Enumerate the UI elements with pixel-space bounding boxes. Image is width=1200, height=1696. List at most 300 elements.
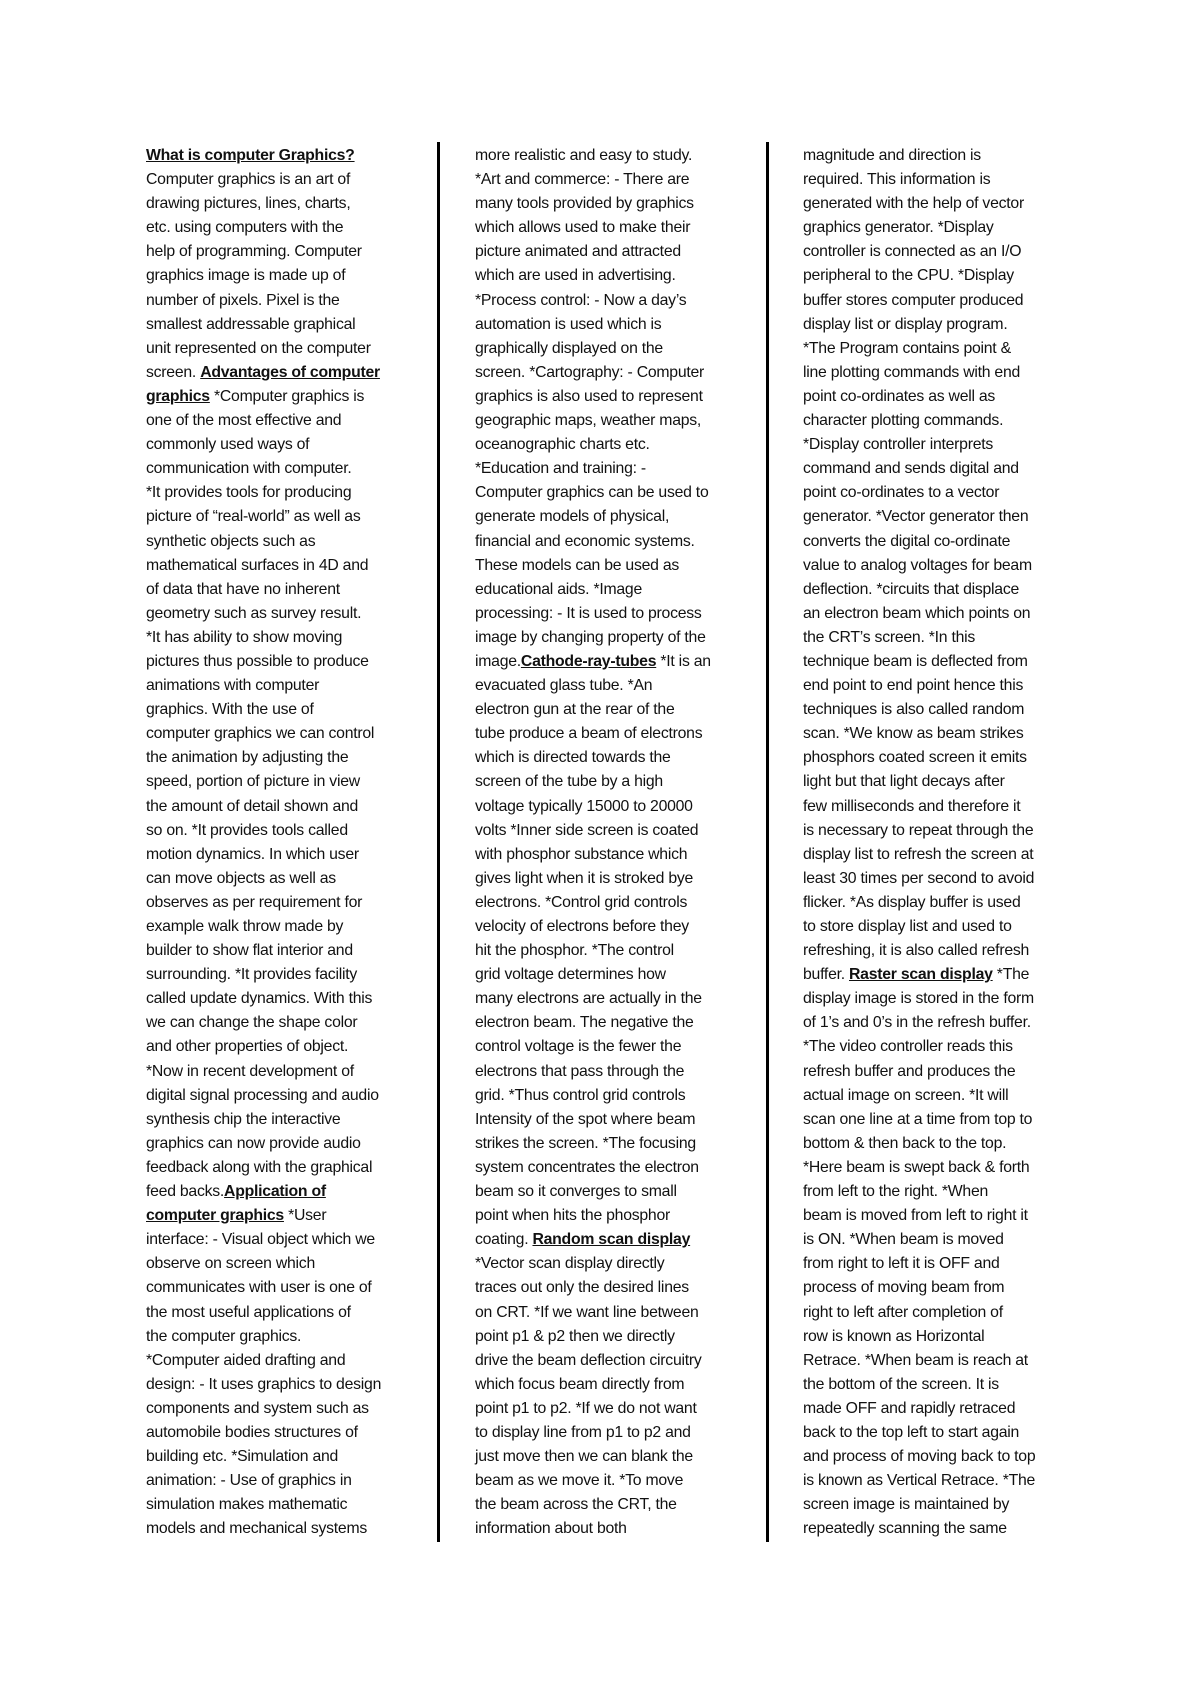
body-text: example walk throw made by bbox=[146, 918, 344, 935]
text-line bbox=[146, 361, 416, 385]
body-text: communicates with user is one of bbox=[146, 1279, 372, 1297]
body-text: image by changing property of the bbox=[475, 628, 706, 646]
text-line bbox=[146, 1060, 416, 1084]
text-line bbox=[475, 1132, 745, 1156]
text-line bbox=[803, 240, 1073, 264]
body-text: observe on screen which bbox=[146, 1255, 315, 1273]
body-text: beam so it converges to small bbox=[475, 1183, 677, 1201]
text-line bbox=[146, 1108, 416, 1132]
body-text: screen. *Cartography: - Computer bbox=[475, 363, 705, 381]
body-text: simulation makes mathematic bbox=[146, 1496, 348, 1514]
body-text: screen image is maintained by bbox=[803, 1496, 1010, 1514]
body-text: techniques is also called random bbox=[803, 701, 1025, 719]
body-text: Computer graphics is an art of bbox=[146, 171, 351, 189]
body-text: graphics generator. *Display bbox=[803, 219, 994, 237]
text-line bbox=[146, 1373, 416, 1397]
text-line bbox=[146, 409, 416, 433]
text-line bbox=[146, 819, 416, 843]
body-text: image. bbox=[475, 652, 521, 670]
text-line bbox=[146, 1445, 416, 1469]
body-text: motion dynamics. In which user bbox=[146, 845, 359, 863]
text-line bbox=[146, 385, 416, 409]
body-text: right to left after completion of bbox=[803, 1303, 1003, 1321]
body-text: help of programming. Computer bbox=[146, 243, 362, 261]
text-line bbox=[803, 409, 1073, 433]
body-text: pictures thus possible to produce bbox=[146, 652, 369, 670]
body-text: which allows used to make their bbox=[475, 219, 691, 237]
body-text: bottom & then back to the top. bbox=[803, 1134, 1007, 1152]
body-text: is ON. *When beam is moved bbox=[803, 1231, 1004, 1249]
text-line bbox=[803, 722, 1073, 746]
text-line bbox=[475, 457, 745, 481]
text-line bbox=[803, 264, 1073, 288]
text-line bbox=[146, 1421, 416, 1445]
text-line bbox=[146, 337, 416, 361]
text-line bbox=[475, 1252, 745, 1276]
body-text: display list or display program. bbox=[803, 315, 1008, 333]
body-text: electrons that pass through the bbox=[475, 1062, 685, 1080]
text-line bbox=[146, 481, 416, 505]
body-text: *Here beam is swept back & forth bbox=[803, 1158, 1030, 1176]
body-text: refresh buffer and produces the bbox=[803, 1062, 1016, 1080]
body-text: buffer. bbox=[803, 966, 850, 984]
body-text: many tools provided by graphics bbox=[475, 195, 694, 213]
text-line bbox=[146, 602, 416, 626]
text-line bbox=[803, 915, 1073, 939]
body-text: *User bbox=[283, 1207, 327, 1225]
text-line bbox=[803, 1108, 1073, 1132]
body-text: feedback along with the graphical bbox=[146, 1158, 373, 1176]
body-text: on CRT. *If we want line between bbox=[475, 1303, 699, 1321]
text-line bbox=[146, 795, 416, 819]
text-line bbox=[475, 746, 745, 770]
text-line bbox=[803, 626, 1073, 650]
body-text: point co-ordinates as well as bbox=[803, 387, 996, 405]
body-text: and process of moving back to top bbox=[803, 1448, 1036, 1466]
section-heading: Application of bbox=[224, 1183, 326, 1201]
body-text: graphics. With the use of bbox=[146, 701, 314, 719]
text-line bbox=[146, 987, 416, 1011]
text-line bbox=[146, 1011, 416, 1035]
body-text: the computer graphics. bbox=[146, 1327, 302, 1345]
body-text: computer graphics we can control bbox=[146, 725, 375, 743]
text-line bbox=[803, 1132, 1073, 1156]
body-text: Intensity of the spot where beam bbox=[475, 1110, 696, 1128]
text-line bbox=[803, 1180, 1073, 1204]
body-text: character plotting commands. bbox=[803, 412, 1004, 430]
body-text: required. This information is bbox=[803, 171, 991, 189]
body-text: scan one line at a time from top to bbox=[803, 1110, 1033, 1128]
text-line bbox=[803, 168, 1073, 192]
text-line bbox=[475, 722, 745, 746]
text-line bbox=[475, 1035, 745, 1059]
text-line bbox=[475, 409, 745, 433]
body-text: animations with computer bbox=[146, 677, 320, 695]
text-line bbox=[475, 1228, 745, 1252]
body-text: an electron beam which points on bbox=[803, 604, 1031, 622]
text-line bbox=[803, 1517, 1073, 1541]
text-line bbox=[803, 698, 1073, 722]
body-text: display image is stored in the form bbox=[803, 990, 1034, 1008]
text-line bbox=[803, 1349, 1073, 1373]
body-text: from left to the right. *When bbox=[803, 1183, 989, 1201]
text-line bbox=[803, 843, 1073, 867]
text-line bbox=[803, 505, 1073, 529]
body-text: *The video controller reads this bbox=[803, 1038, 1013, 1056]
body-text: digital signal processing and audio bbox=[146, 1086, 379, 1104]
section-heading: graphics bbox=[146, 387, 210, 405]
body-text: *It has ability to show moving bbox=[146, 628, 343, 646]
text-line bbox=[146, 1469, 416, 1493]
body-text: number of pixels. Pixel is the bbox=[146, 291, 340, 309]
text-line bbox=[803, 1228, 1073, 1252]
body-text: screen of the tube by a high bbox=[475, 773, 663, 791]
section-heading: Random scan display bbox=[532, 1231, 691, 1249]
text-line bbox=[803, 1060, 1073, 1084]
body-text: process of moving beam from bbox=[803, 1279, 1005, 1297]
body-text: communication with computer. bbox=[146, 460, 352, 478]
text-line bbox=[803, 795, 1073, 819]
text-line bbox=[803, 144, 1073, 168]
text-line bbox=[803, 602, 1073, 626]
text-line bbox=[146, 674, 416, 698]
text-line bbox=[475, 264, 745, 288]
text-line bbox=[146, 722, 416, 746]
text-line bbox=[146, 192, 416, 216]
body-text: traces out only the desired lines bbox=[475, 1279, 689, 1297]
body-text: flicker. *As display buffer is used bbox=[803, 893, 1021, 911]
text-line bbox=[146, 963, 416, 987]
body-text: oceanographic charts etc. bbox=[475, 436, 650, 454]
text-line bbox=[146, 1301, 416, 1325]
body-text: These models can be used as bbox=[475, 556, 680, 574]
body-text: just move then we can blank the bbox=[475, 1448, 693, 1466]
text-line bbox=[475, 505, 745, 529]
body-text: control voltage is the fewer the bbox=[475, 1038, 682, 1056]
text-line bbox=[475, 1493, 745, 1517]
text-line bbox=[146, 867, 416, 891]
text-line bbox=[146, 698, 416, 722]
body-text: the beam across the CRT, the bbox=[475, 1496, 677, 1514]
body-text: electron gun at the rear of the bbox=[475, 701, 675, 719]
text-line bbox=[803, 891, 1073, 915]
column-divider bbox=[437, 142, 440, 1542]
body-text: can move objects as well as bbox=[146, 869, 336, 887]
body-text: generated with the help of vector bbox=[803, 195, 1024, 213]
body-text: *Display controller interprets bbox=[803, 436, 994, 454]
body-text: and other properties of object. bbox=[146, 1038, 349, 1056]
text-line bbox=[475, 1349, 745, 1373]
text-line bbox=[475, 795, 745, 819]
body-text: refreshing, it is also called refresh bbox=[803, 942, 1030, 960]
section-heading: What is computer Graphics? bbox=[146, 147, 355, 164]
body-text: *Process control: - Now a day’s bbox=[475, 291, 687, 309]
body-text: *The bbox=[992, 966, 1030, 984]
body-text: *Now in recent development of bbox=[146, 1062, 354, 1080]
text-line bbox=[475, 1517, 745, 1541]
text-line bbox=[803, 1325, 1073, 1349]
text-line bbox=[803, 770, 1073, 794]
text-line bbox=[475, 578, 745, 602]
text-line bbox=[803, 867, 1073, 891]
body-text: beam as we move it. *To move bbox=[475, 1472, 684, 1490]
text-line bbox=[475, 1445, 745, 1469]
text-line bbox=[803, 939, 1073, 963]
text-line bbox=[475, 674, 745, 698]
text-line bbox=[146, 1493, 416, 1517]
body-text: observes as per requirement for bbox=[146, 893, 363, 911]
text-line bbox=[146, 939, 416, 963]
text-line bbox=[475, 216, 745, 240]
text-line bbox=[475, 1011, 745, 1035]
body-text: deflection. *circuits that displace bbox=[803, 580, 1020, 598]
body-text: drive the beam deflection circuitry bbox=[475, 1351, 702, 1369]
text-line bbox=[475, 1421, 745, 1445]
body-text: beam is moved from left to right it bbox=[803, 1207, 1028, 1225]
column-divider bbox=[766, 142, 769, 1542]
body-text: drawing pictures, lines, charts, bbox=[146, 195, 351, 213]
text-column-3 bbox=[803, 144, 1073, 1541]
text-line bbox=[475, 361, 745, 385]
text-line bbox=[475, 1060, 745, 1084]
text-line bbox=[146, 1252, 416, 1276]
body-text: point co-ordinates to a vector bbox=[803, 484, 1000, 502]
body-text: strikes the screen. *The focusing bbox=[475, 1134, 696, 1152]
text-line bbox=[146, 770, 416, 794]
text-line bbox=[146, 433, 416, 457]
text-line bbox=[803, 1252, 1073, 1276]
text-line bbox=[146, 1180, 416, 1204]
body-text: of 1’s and 0’s in the refresh buffer. bbox=[803, 1014, 1031, 1032]
body-text: information about both bbox=[475, 1520, 627, 1538]
body-text: the amount of detail shown and bbox=[146, 797, 359, 815]
text-line bbox=[803, 987, 1073, 1011]
text-line bbox=[146, 264, 416, 288]
section-heading: Raster scan display bbox=[849, 966, 993, 984]
body-text: graphics image is made up of bbox=[146, 267, 346, 285]
text-line bbox=[146, 1325, 416, 1349]
body-text: to store display list and used to bbox=[803, 918, 1012, 935]
text-line bbox=[803, 361, 1073, 385]
body-text: *Art and commerce: - There are bbox=[475, 171, 690, 189]
text-column-1 bbox=[146, 144, 416, 1541]
body-text: commonly used ways of bbox=[146, 436, 310, 454]
text-line bbox=[803, 554, 1073, 578]
body-text: many electrons are actually in the bbox=[475, 990, 702, 1008]
text-line bbox=[146, 168, 416, 192]
body-text: hit the phosphor. *The control bbox=[475, 942, 674, 960]
body-text: light but that light decays after bbox=[803, 773, 1005, 791]
text-line bbox=[475, 1084, 745, 1108]
text-line bbox=[475, 963, 745, 987]
text-line bbox=[146, 289, 416, 313]
text-line bbox=[475, 915, 745, 939]
body-text: is known as Vertical Retrace. *The bbox=[803, 1472, 1036, 1490]
text-line bbox=[475, 698, 745, 722]
body-text: end point to end point hence this bbox=[803, 677, 1024, 695]
text-line bbox=[475, 433, 745, 457]
text-line bbox=[803, 578, 1073, 602]
body-text: mathematical surfaces in 4D and bbox=[146, 556, 369, 574]
body-text: components and system such as bbox=[146, 1399, 369, 1417]
body-text: the bottom of the screen. It is bbox=[803, 1375, 999, 1393]
body-text: point p1 to p2. *If we do not want bbox=[475, 1399, 697, 1417]
body-text: of data that have no inherent bbox=[146, 580, 340, 598]
body-text: geographic maps, weather maps, bbox=[475, 412, 702, 430]
text-line bbox=[475, 1397, 745, 1421]
section-heading: Advantages of computer bbox=[200, 363, 380, 381]
text-line bbox=[803, 1301, 1073, 1325]
body-text: peripheral to the CPU. *Display bbox=[803, 267, 1014, 285]
text-line bbox=[146, 915, 416, 939]
section-heading: Cathode-ray-tubes bbox=[520, 652, 657, 670]
text-line bbox=[475, 1373, 745, 1397]
text-line bbox=[146, 505, 416, 529]
body-text: point when hits the phosphor bbox=[475, 1207, 670, 1225]
text-line bbox=[475, 1108, 745, 1132]
text-line bbox=[475, 481, 745, 505]
body-text: *It provides tools for producing bbox=[146, 484, 352, 502]
body-text: command and sends digital and bbox=[803, 460, 1019, 478]
body-text: least 30 times per second to avoid bbox=[803, 869, 1035, 887]
text-line bbox=[146, 626, 416, 650]
body-text: grid voltage determines how bbox=[475, 966, 666, 984]
body-text: we can change the shape color bbox=[146, 1014, 358, 1032]
body-text: which are used in advertising. bbox=[475, 267, 676, 285]
text-line bbox=[146, 1228, 416, 1252]
body-text: financial and economic systems. bbox=[475, 532, 695, 550]
body-text: graphics can now provide audio bbox=[146, 1134, 361, 1152]
text-line bbox=[146, 216, 416, 240]
body-text: one of the most effective and bbox=[146, 412, 342, 430]
text-line bbox=[803, 337, 1073, 361]
text-line bbox=[475, 337, 745, 361]
text-line bbox=[475, 819, 745, 843]
body-text: which focus beam directly from bbox=[475, 1375, 685, 1393]
body-text: which is directed towards the bbox=[475, 749, 671, 767]
body-text: models and mechanical systems bbox=[146, 1520, 368, 1538]
text-line bbox=[803, 457, 1073, 481]
body-text: point p1 & p2 then we directly bbox=[475, 1327, 675, 1345]
body-text: converts the digital co-ordinate bbox=[803, 532, 1011, 550]
text-line bbox=[146, 650, 416, 674]
body-text: gives light when it is stroked bye bbox=[475, 869, 694, 887]
text-line bbox=[475, 554, 745, 578]
text-line bbox=[803, 216, 1073, 240]
text-line bbox=[146, 1397, 416, 1421]
body-text: so on. *It provides tools called bbox=[146, 821, 348, 839]
body-text: velocity of electrons before they bbox=[475, 918, 689, 935]
body-text: interface: - Visual object which we bbox=[146, 1231, 375, 1249]
body-text: Retrace. *When beam is reach at bbox=[803, 1351, 1028, 1369]
body-text: geometry such as survey result. bbox=[146, 604, 362, 622]
text-line bbox=[475, 770, 745, 794]
text-line bbox=[803, 1373, 1073, 1397]
body-text: generator. *Vector generator then bbox=[803, 508, 1029, 526]
body-text: processing: - It is used to process bbox=[475, 604, 702, 622]
body-text: from right to left it is OFF and bbox=[803, 1255, 1000, 1273]
body-text: building etc. *Simulation and bbox=[146, 1448, 339, 1466]
text-line bbox=[803, 313, 1073, 337]
text-line bbox=[146, 1084, 416, 1108]
text-column-2 bbox=[475, 144, 745, 1541]
text-line bbox=[803, 1421, 1073, 1445]
body-text: automation is used which is bbox=[475, 315, 662, 333]
text-line bbox=[475, 192, 745, 216]
section-heading: computer graphics bbox=[146, 1207, 284, 1225]
body-text: electron beam. The negative the bbox=[475, 1014, 694, 1032]
text-line bbox=[475, 626, 745, 650]
body-text: actual image on screen. *It will bbox=[803, 1086, 1009, 1104]
body-text: animation: - Use of graphics in bbox=[146, 1472, 352, 1490]
text-line bbox=[146, 578, 416, 602]
body-text: scan. *We know as beam strikes bbox=[803, 725, 1024, 743]
body-text: graphically displayed on the bbox=[475, 339, 663, 357]
body-text: to display line from p1 to p2 and bbox=[475, 1423, 691, 1441]
body-text: with phosphor substance which bbox=[475, 845, 688, 863]
text-line bbox=[475, 1301, 745, 1325]
body-text: *Education and training: - bbox=[475, 460, 646, 478]
text-line bbox=[475, 602, 745, 626]
body-text: design: - It uses graphics to design bbox=[146, 1375, 382, 1393]
body-text: the most useful applications of bbox=[146, 1303, 351, 1321]
text-line bbox=[803, 1204, 1073, 1228]
body-text: coating. bbox=[475, 1231, 533, 1249]
body-text: *It is an bbox=[656, 652, 711, 670]
body-text: the CRT’s screen. *In this bbox=[803, 628, 976, 646]
body-text: educational aids. *Image bbox=[475, 580, 643, 598]
text-line bbox=[475, 1276, 745, 1300]
text-line bbox=[475, 1204, 745, 1228]
body-text: etc. using computers with the bbox=[146, 219, 344, 237]
text-line bbox=[146, 313, 416, 337]
text-line bbox=[803, 385, 1073, 409]
body-text: synthetic objects such as bbox=[146, 532, 316, 550]
text-line bbox=[803, 1493, 1073, 1517]
body-text: electrons. *Control grid controls bbox=[475, 893, 688, 911]
body-text: speed, portion of picture in view bbox=[146, 773, 360, 791]
text-line bbox=[803, 1469, 1073, 1493]
text-line bbox=[803, 1084, 1073, 1108]
body-text: repeatedly scanning the same bbox=[803, 1520, 1007, 1538]
text-line bbox=[803, 192, 1073, 216]
text-line bbox=[475, 144, 745, 168]
body-text: called update dynamics. With this bbox=[146, 990, 373, 1008]
body-text: smallest addressable graphical bbox=[146, 315, 356, 333]
body-text: buffer stores computer produced bbox=[803, 291, 1024, 309]
body-text: is necessary to repeat through the bbox=[803, 821, 1034, 839]
text-line bbox=[475, 1469, 745, 1493]
text-line bbox=[146, 1132, 416, 1156]
body-text: voltage typically 15000 to 20000 bbox=[475, 797, 693, 815]
text-line bbox=[803, 963, 1073, 987]
text-line bbox=[475, 240, 745, 264]
body-text: the animation by adjusting the bbox=[146, 749, 349, 767]
text-line bbox=[475, 939, 745, 963]
text-line bbox=[146, 1156, 416, 1180]
text-line bbox=[475, 650, 745, 674]
body-text: *Computer aided drafting and bbox=[146, 1351, 346, 1369]
text-line bbox=[803, 1011, 1073, 1035]
body-text: *The Program contains point & bbox=[803, 339, 1011, 357]
text-line bbox=[803, 1035, 1073, 1059]
text-line bbox=[146, 1349, 416, 1373]
text-line bbox=[475, 385, 745, 409]
text-line bbox=[146, 530, 416, 554]
body-text: phosphors coated screen it emits bbox=[803, 749, 1027, 767]
body-text: Computer graphics can be used to bbox=[475, 484, 709, 502]
text-line bbox=[803, 1156, 1073, 1180]
